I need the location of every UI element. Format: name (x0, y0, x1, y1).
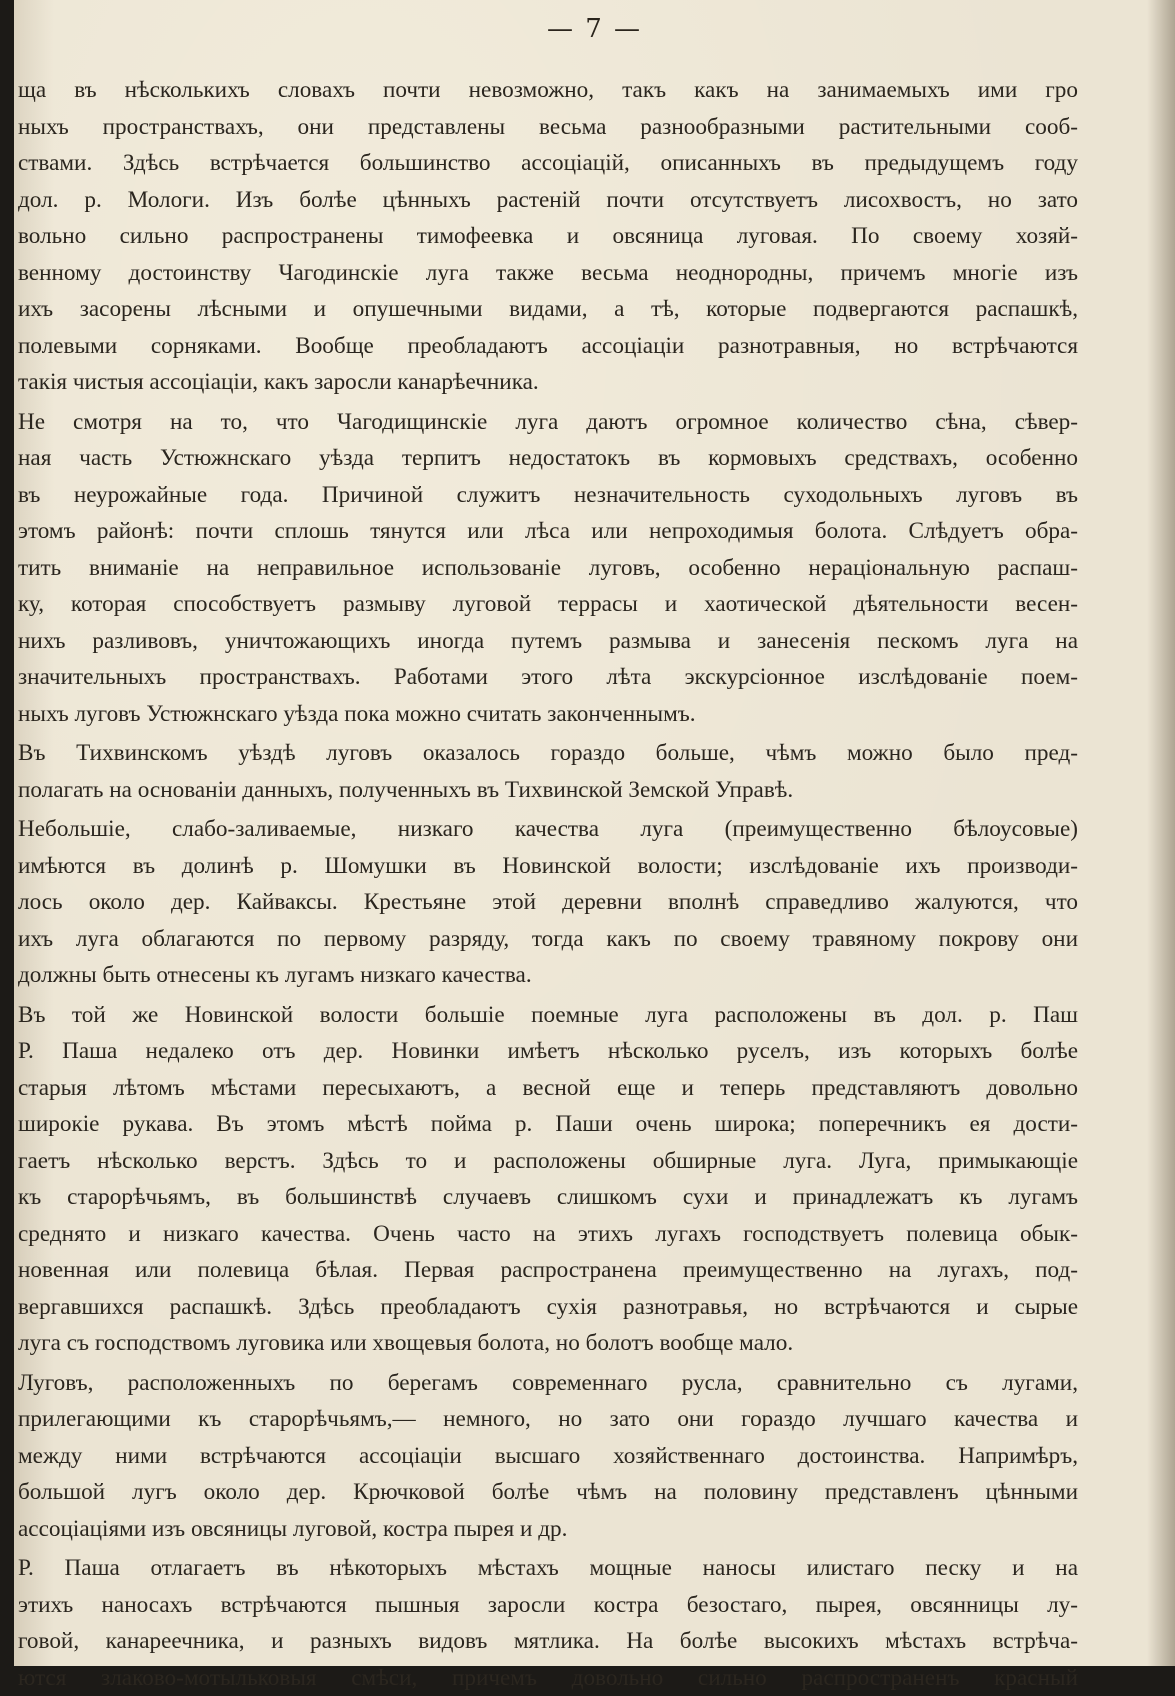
text-line: ныхъ луговъ Устюжнскаго уѣзда пока можно считать законченнымъ. (18, 696, 1078, 733)
text-line: лось около дер. Кайваксы. Крестьяне этой деревни вполнѣ справедливо жалуются, что (18, 884, 1078, 921)
text-line: прилегающими къ старорѣчьямъ,— немного, но зато они гораздо лучшаго качества и (18, 1401, 1078, 1438)
text-line: новенная или полевица бѣлая. Первая распространена преимущественно на лугахъ, под- (18, 1252, 1078, 1289)
text-line: Небольшіе, слабо-заливаемые, низкаго качества луга (преимущественно бѣлоусовые) (18, 811, 1078, 848)
text-line: Не смотря на то, что Чагодищинскіе луга даютъ огромное количество сѣна, сѣвер- (18, 404, 1078, 441)
text-line: ныхъ пространствахъ, они представлены весьма разнообразными растительными сооб- (18, 109, 1078, 146)
page-number: — 7 — (14, 14, 1175, 44)
text-line: этихъ наносахъ встрѣчаются пышныя заросли костра безостаго, пырея, овсянницы лу- (18, 1587, 1078, 1624)
text-line: гаетъ нѣсколько верстъ. Здѣсь то и расположены обширные луга. Луга, примыкающіе (18, 1143, 1078, 1180)
text-line: венному достоинству Чагодинскіе луга также весьма неоднородны, причемъ многіе изъ (18, 255, 1078, 292)
text-line: Въ Тихвинскомъ уѣздѣ луговъ оказалось гораздо больше, чѣмъ можно было пред- (18, 735, 1078, 772)
text-line: вергавшихся распашкѣ. Здѣсь преобладаютъ сухія разнотравья, но встрѣчаются и сырые (18, 1289, 1078, 1326)
text-line: имѣются въ долинѣ р. Шомушки въ Новинской волости; изслѣдованіе ихъ производи- (18, 848, 1078, 885)
text-line: ихъ засорены лѣсными и опушечными видами, а тѣ, которые подвергаются распашкѣ, (18, 291, 1078, 328)
text-line: ща въ нѣсколькихъ словахъ почти невозможно, такъ какъ на занимаемыхъ ими гро (18, 72, 1078, 109)
text-line: луга съ господствомъ луговика или хвощевыя болота, но болотъ вообще мало. (18, 1325, 1078, 1362)
text-line: нихъ разливовъ, уничтожающихъ иногда путемъ размыва и занесенія пескомъ луга на (18, 623, 1078, 660)
text-line: ются злаково-мотыльковыя смѣси, причемъ довольно сильно распространенъ красный (18, 1660, 1078, 1696)
text-line: тить вниманіе на неправильное использованіе луговъ, особенно нераціональную распаш- (18, 550, 1078, 587)
text-line: значительныхъ пространствахъ. Работами этого лѣта экскурсіонное изслѣдованіе поем- (18, 659, 1078, 696)
text-line: дол. р. Мологи. Изъ болѣе цѣнныхъ растеній почти отсутствуетъ лисохвостъ, но зато (18, 182, 1078, 219)
text-line: среднято и низкаго качества. Очень часто на этихъ лугахъ господствуетъ полевица обык- (18, 1216, 1078, 1253)
text-line: къ старорѣчьямъ, въ большинствѣ случаевъ слишкомъ сухи и принадлежатъ къ лугамъ (18, 1179, 1078, 1216)
text-line: Въ той же Новинской волости большіе поемные луга расположены въ дол. р. Паш (18, 997, 1078, 1034)
text-line: ствами. Здѣсь встрѣчается большинство ассоціацій, описанныхъ въ предыдущемъ году (18, 145, 1078, 182)
text-line: ихъ луга облагаются по первому разряду, тогда какъ по своему травяному покрову они (18, 921, 1078, 958)
text-line: широкіе рукава. Въ этомъ мѣстѣ пойма р. Паши очень широка; поперечникъ ея дости- (18, 1106, 1078, 1143)
page-spine-shadow (1147, 0, 1175, 1666)
text-line: вольно сильно распространены тимофеевка и овсяница луговая. По своему хозяй- (18, 218, 1078, 255)
text-line: полагать на основаніи данныхъ, полученныхъ въ Тихвинской Земской Управѣ. (18, 772, 1078, 809)
document-page (14, 0, 1175, 1666)
text-line: старыя лѣтомъ мѣстами пересыхаютъ, а весной еще и теперь представляютъ довольно (18, 1070, 1078, 1107)
text-line: Луговъ, расположенныхъ по берегамъ современнаго русла, сравнительно съ лугами, (18, 1365, 1078, 1402)
text-line: большой лугъ около дер. Крючковой болѣе чѣмъ на половину представленъ цѣнными (18, 1474, 1078, 1511)
text-line: говой, канареечника, и разныхъ видовъ мятлика. На болѣе высокихъ мѣстахъ встрѣча- (18, 1623, 1078, 1660)
text-line: между ними встрѣчаются ассоціаціи высшаго хозяйственнаго достоинства. Напримѣръ, (18, 1438, 1078, 1475)
text-line: Р. Паша недалеко отъ дер. Новинки имѣетъ нѣсколько руселъ, изъ которыхъ болѣе (18, 1033, 1078, 1070)
text-line: ассоціаціями изъ овсяницы луговой, костра пырея и др. (18, 1511, 1078, 1548)
text-line: ная часть Устюжнскаго уѣзда терпитъ недостатокъ въ кормовыхъ средствахъ, особенно (18, 440, 1078, 477)
text-line: должны быть отнесены къ лугамъ низкаго качества. (18, 957, 1078, 994)
text-line: такія чистыя ассоціаціи, какъ заросли канарѣечника. (18, 364, 1078, 401)
page-body-text (18, 72, 1078, 1696)
text-line: въ неурожайные года. Причиной служитъ незначительность суходольныхъ луговъ въ (18, 477, 1078, 514)
text-line: этомъ районѣ: почти сплошь тянутся или лѣса или непроходимыя болота. Слѣдуетъ обра- (18, 513, 1078, 550)
text-line: Р. Паша отлагаетъ въ нѣкоторыхъ мѣстахъ мощные наносы илистаго песку и на (18, 1550, 1078, 1587)
text-line: ку, которая способствуетъ размыву луговой террасы и хаотической дѣятельности весен- (18, 586, 1078, 623)
text-line: полевыми сорняками. Вообще преобладаютъ ассоціаціи разнотравныя, но встрѣчаются (18, 328, 1078, 365)
